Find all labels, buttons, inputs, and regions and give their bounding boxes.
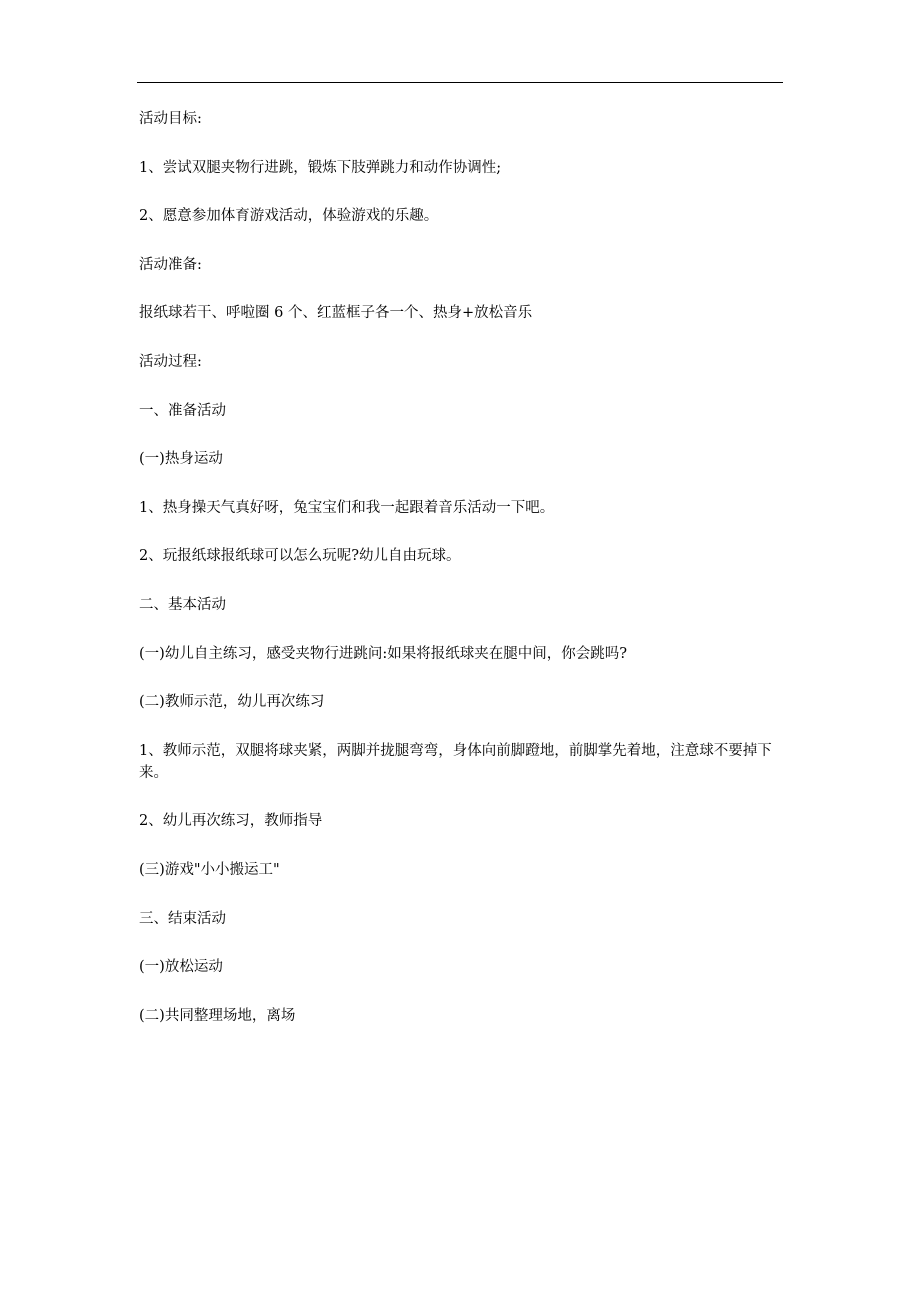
subsection-warmup: (一)热身运动 — [139, 451, 223, 468]
demo-step-1: 1、教师示范，双腿将球夹紧，两脚并拢腿弯弯，身体向前脚蹬地，前脚掌先着地，注意球不要掉下来。 — [139, 742, 772, 781]
warmup-step-2: 2、玩报纸球报纸球可以怎么玩呢?幼儿自由玩球。 — [139, 548, 461, 565]
section-preparation-activity: 一、准备活动 — [139, 402, 226, 419]
document-body — [139, 108, 783, 1053]
heading-activity-process: 活动过程: — [139, 353, 202, 370]
heading-activity-preparation: 活动准备: — [139, 256, 202, 273]
header-rule — [137, 82, 783, 83]
goal-item-1: 1、尝试双腿夹物行进跳，锻炼下肢弹跳力和动作协调性; — [139, 159, 502, 176]
demo-step-2: 2、幼儿再次练习，教师指导 — [139, 813, 323, 830]
subsection-game: (三)游戏"小小搬运工" — [139, 861, 280, 878]
subsection-teacher-demo: (二)教师示范，幼儿再次练习 — [139, 694, 325, 711]
goal-item-2: 2、愿意参加体育游戏活动，体验游戏的乐趣。 — [139, 208, 439, 225]
subsection-cleanup: (二)共同整理场地，离场 — [139, 1007, 296, 1024]
heading-activity-goals: 活动目标: — [139, 111, 202, 127]
section-basic-activity: 二、基本活动 — [139, 596, 226, 613]
preparation-materials: 报纸球若干、呼啦圈 6 个、红蓝框子各一个、热身+放松音乐 — [139, 305, 533, 322]
subsection-relax: (一)放松运动 — [139, 959, 223, 976]
subsection-free-practice: (一)幼儿自主练习，感受夹物行进跳问:如果将报纸球夹在腿中间，你会跳吗? — [139, 645, 627, 662]
warmup-step-1: 1、热身操天气真好呀，兔宝宝们和我一起跟着音乐活动一下吧。 — [139, 499, 555, 516]
section-closing-activity: 三、结束活动 — [139, 910, 226, 927]
